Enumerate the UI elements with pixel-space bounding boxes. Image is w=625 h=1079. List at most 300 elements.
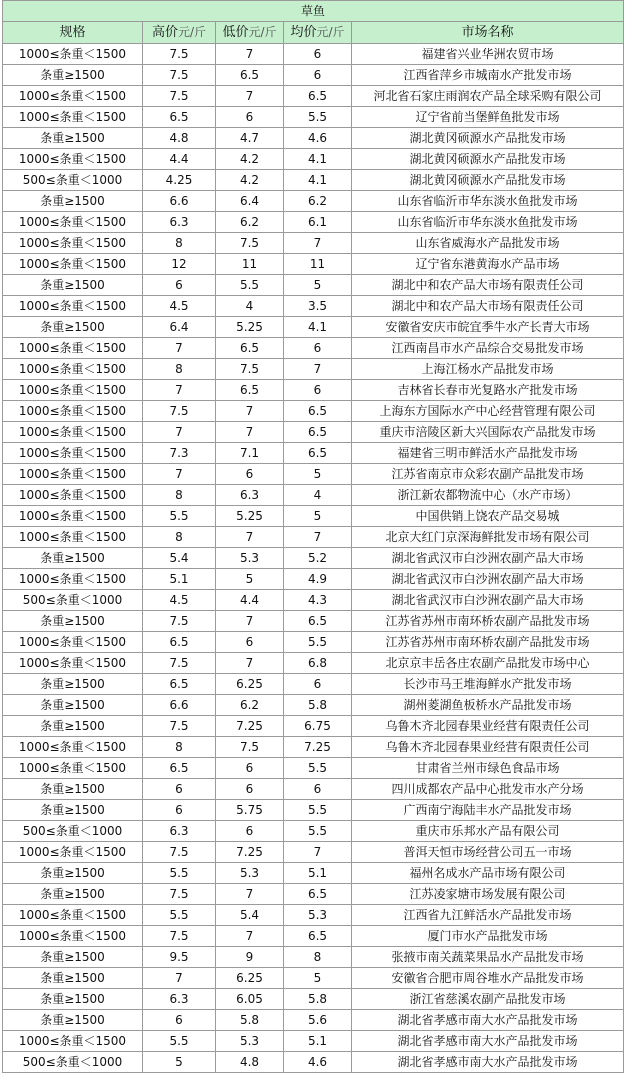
low-price-cell: 6 xyxy=(216,632,284,653)
table-row xyxy=(3,170,624,191)
table-row xyxy=(3,443,624,464)
low-price-cell: 7 xyxy=(216,884,284,905)
table-row xyxy=(3,359,624,380)
high-price-cell: 7 xyxy=(143,464,216,485)
high-price-cell: 7 xyxy=(143,422,216,443)
high-price-cell: 4.5 xyxy=(143,296,216,317)
avg-price-cell: 6 xyxy=(284,44,352,65)
market-cell: 江西省九江鲜活水产品批发市场 xyxy=(352,905,624,926)
table-row xyxy=(3,716,624,737)
low-price-cell: 4 xyxy=(216,296,284,317)
high-price-cell: 6 xyxy=(143,800,216,821)
market-cell: 北京京丰岳各庄农副产品批发市场中心 xyxy=(352,653,624,674)
market-cell: 重庆市乐邦水产品有限公司 xyxy=(352,821,624,842)
avg-price-cell: 8 xyxy=(284,947,352,968)
spec-cell: 条重≥1500 xyxy=(3,716,143,737)
avg-price-cell: 6 xyxy=(284,380,352,401)
spec-cell: 条重≥1500 xyxy=(3,863,143,884)
table-row xyxy=(3,632,624,653)
spec-cell: 条重≥1500 xyxy=(3,548,143,569)
high-price-cell: 8 xyxy=(143,233,216,254)
high-price-cell: 5.4 xyxy=(143,548,216,569)
low-price-cell: 5.3 xyxy=(216,863,284,884)
high-price-cell: 7.5 xyxy=(143,611,216,632)
avg-price-cell: 6.5 xyxy=(284,422,352,443)
low-price-cell: 11 xyxy=(216,254,284,275)
spec-cell: 1000≤条重＜1500 xyxy=(3,338,143,359)
spec-cell: 1000≤条重＜1500 xyxy=(3,107,143,128)
high-price-cell: 7.3 xyxy=(143,443,216,464)
low-price-cell: 5.25 xyxy=(216,506,284,527)
low-price-cell: 4.7 xyxy=(216,128,284,149)
market-cell: 湖北中和农产品大市场有限责任公司 xyxy=(352,275,624,296)
spec-cell: 1000≤条重＜1500 xyxy=(3,926,143,947)
avg-price-cell: 4.6 xyxy=(284,1052,352,1073)
avg-price-cell: 11 xyxy=(284,254,352,275)
table-row xyxy=(3,401,624,422)
low-price-cell: 5.75 xyxy=(216,800,284,821)
high-price-cell: 6.5 xyxy=(143,107,216,128)
market-cell: 江苏凌家塘市场发展有限公司 xyxy=(352,884,624,905)
table-row xyxy=(3,548,624,569)
table-row xyxy=(3,926,624,947)
spec-cell: 条重≥1500 xyxy=(3,1010,143,1031)
spec-cell: 1000≤条重＜1500 xyxy=(3,422,143,443)
low-price-cell: 7.1 xyxy=(216,443,284,464)
low-price-cell: 5.4 xyxy=(216,905,284,926)
market-cell: 湖北省孝感市南大水产品批发市场 xyxy=(352,1031,624,1052)
spec-cell: 条重≥1500 xyxy=(3,947,143,968)
low-price-cell: 6.4 xyxy=(216,191,284,212)
low-price-cell: 5.8 xyxy=(216,1010,284,1031)
header-avg xyxy=(284,22,352,44)
avg-price-cell: 5.8 xyxy=(284,989,352,1010)
spec-cell: 1000≤条重＜1500 xyxy=(3,149,143,170)
spec-cell: 1000≤条重＜1500 xyxy=(3,527,143,548)
avg-price-cell: 6.1 xyxy=(284,212,352,233)
header-high-unit: 元/斤 xyxy=(177,25,207,39)
avg-price-cell: 4.1 xyxy=(284,149,352,170)
low-price-cell: 6.25 xyxy=(216,968,284,989)
market-cell: 甘肃省兰州市绿色食品市场 xyxy=(352,758,624,779)
avg-price-cell: 6.5 xyxy=(284,443,352,464)
low-price-cell: 7.25 xyxy=(216,716,284,737)
table-row xyxy=(3,1031,624,1052)
high-price-cell: 8 xyxy=(143,527,216,548)
avg-price-cell: 7 xyxy=(284,527,352,548)
spec-cell: 条重≥1500 xyxy=(3,884,143,905)
market-cell: 湖北省武汉市白沙洲农副产品大市场 xyxy=(352,569,624,590)
table-body xyxy=(3,44,624,1073)
spec-cell: 500≤条重＜1000 xyxy=(3,170,143,191)
high-price-cell: 6 xyxy=(143,779,216,800)
market-cell: 浙江新农都物流中心（水产市场） xyxy=(352,485,624,506)
table-row xyxy=(3,254,624,275)
high-price-cell: 12 xyxy=(143,254,216,275)
low-price-cell: 9 xyxy=(216,947,284,968)
low-price-cell: 6 xyxy=(216,758,284,779)
market-cell: 长沙市马王堆海鲜水产批发市场 xyxy=(352,674,624,695)
avg-price-cell: 7 xyxy=(284,842,352,863)
spec-cell: 1000≤条重＜1500 xyxy=(3,632,143,653)
market-cell: 乌鲁木齐北园春果业经营有限责任公司 xyxy=(352,716,624,737)
table-row xyxy=(3,86,624,107)
avg-price-cell: 5 xyxy=(284,968,352,989)
high-price-cell: 4.5 xyxy=(143,590,216,611)
market-cell: 山东省临沂市华东淡水鱼批发市场 xyxy=(352,212,624,233)
market-cell: 福建省三明市鲜活水产品批发市场 xyxy=(352,443,624,464)
spec-cell: 条重≥1500 xyxy=(3,191,143,212)
table-row xyxy=(3,1010,624,1031)
high-price-cell: 7.5 xyxy=(143,716,216,737)
avg-price-cell: 5.5 xyxy=(284,821,352,842)
table-row xyxy=(3,737,624,758)
spec-cell: 条重≥1500 xyxy=(3,695,143,716)
table-row xyxy=(3,989,624,1010)
table-row xyxy=(3,611,624,632)
low-price-cell: 5.3 xyxy=(216,548,284,569)
low-price-cell: 7 xyxy=(216,611,284,632)
header-avg-unit: 元/斤 xyxy=(316,25,345,39)
avg-price-cell: 4.3 xyxy=(284,590,352,611)
header-row xyxy=(3,22,624,44)
low-price-cell: 7.25 xyxy=(216,842,284,863)
spec-cell: 条重≥1500 xyxy=(3,65,143,86)
table-row xyxy=(3,233,624,254)
table-row xyxy=(3,884,624,905)
high-price-cell: 5.5 xyxy=(143,863,216,884)
market-cell: 湖北省武汉市白沙洲农副产品大市场 xyxy=(352,590,624,611)
spec-cell: 条重≥1500 xyxy=(3,611,143,632)
table-row xyxy=(3,149,624,170)
high-price-cell: 5.1 xyxy=(143,569,216,590)
table-title-row xyxy=(3,1,624,22)
market-cell: 吉林省长春市光复路水产批发市场 xyxy=(352,380,624,401)
spec-cell: 1000≤条重＜1500 xyxy=(3,212,143,233)
avg-price-cell: 5.6 xyxy=(284,1010,352,1031)
market-cell: 四川成都农产品中心批发市水产分场 xyxy=(352,779,624,800)
market-cell: 江苏省南京市众彩农副产品批发市场 xyxy=(352,464,624,485)
avg-price-cell: 6.5 xyxy=(284,611,352,632)
market-cell: 辽宁省东港黄海水产品市场 xyxy=(352,254,624,275)
avg-price-cell: 6 xyxy=(284,65,352,86)
high-price-cell: 6 xyxy=(143,1010,216,1031)
high-price-cell: 6.5 xyxy=(143,758,216,779)
spec-cell: 条重≥1500 xyxy=(3,779,143,800)
market-cell: 浙江省慈溪农副产品批发市场 xyxy=(352,989,624,1010)
market-cell: 厦门市水产品批发市场 xyxy=(352,926,624,947)
low-price-cell: 4.8 xyxy=(216,1052,284,1073)
low-price-cell: 6 xyxy=(216,779,284,800)
low-price-cell: 6.5 xyxy=(216,65,284,86)
spec-cell: 1000≤条重＜1500 xyxy=(3,506,143,527)
spec-cell: 1000≤条重＜1500 xyxy=(3,569,143,590)
avg-price-cell: 5.1 xyxy=(284,863,352,884)
high-price-cell: 5.5 xyxy=(143,506,216,527)
header-low-label: 低价 xyxy=(222,25,249,40)
avg-price-cell: 3.5 xyxy=(284,296,352,317)
low-price-cell: 6.5 xyxy=(216,338,284,359)
market-cell: 上海江杨水产品批发市场 xyxy=(352,359,624,380)
avg-price-cell: 5.3 xyxy=(284,905,352,926)
avg-price-cell: 5.5 xyxy=(284,107,352,128)
low-price-cell: 6.5 xyxy=(216,380,284,401)
table-row xyxy=(3,275,624,296)
table-row xyxy=(3,569,624,590)
avg-price-cell: 7.25 xyxy=(284,737,352,758)
spec-cell: 1000≤条重＜1500 xyxy=(3,86,143,107)
table-row xyxy=(3,338,624,359)
spec-cell: 1000≤条重＜1500 xyxy=(3,485,143,506)
low-price-cell: 6 xyxy=(216,464,284,485)
market-cell: 辽宁省前当堡鲜鱼批发市场 xyxy=(352,107,624,128)
low-price-cell: 6.25 xyxy=(216,674,284,695)
avg-price-cell: 6 xyxy=(284,338,352,359)
spec-cell: 1000≤条重＜1500 xyxy=(3,842,143,863)
market-cell: 张掖市南关蔬菜果品水产品批发市场 xyxy=(352,947,624,968)
spec-cell: 条重≥1500 xyxy=(3,275,143,296)
avg-price-cell: 5.8 xyxy=(284,695,352,716)
spec-cell: 1000≤条重＜1500 xyxy=(3,443,143,464)
spec-cell: 条重≥1500 xyxy=(3,128,143,149)
low-price-cell: 7.5 xyxy=(216,737,284,758)
market-cell: 湖北省武汉市白沙洲农副产品大市场 xyxy=(352,548,624,569)
header-avg-label: 均价 xyxy=(290,25,317,40)
low-price-cell: 6 xyxy=(216,821,284,842)
spec-cell: 1000≤条重＜1500 xyxy=(3,380,143,401)
avg-price-cell: 6.5 xyxy=(284,926,352,947)
market-cell: 普洱天恒市场经营公司五一市场 xyxy=(352,842,624,863)
high-price-cell: 6.3 xyxy=(143,212,216,233)
high-price-cell: 6.3 xyxy=(143,821,216,842)
header-low-unit: 元/斤 xyxy=(248,25,277,39)
low-price-cell: 4.2 xyxy=(216,170,284,191)
market-cell: 湖北黄冈硕源水产品批发市场 xyxy=(352,149,624,170)
market-cell: 北京大红门京深海鲜批发市场有限公司 xyxy=(352,527,624,548)
high-price-cell: 5.5 xyxy=(143,1031,216,1052)
avg-price-cell: 7 xyxy=(284,359,352,380)
table-title: 草鱼 xyxy=(3,1,624,22)
table-row xyxy=(3,65,624,86)
low-price-cell: 5.25 xyxy=(216,317,284,338)
table-row xyxy=(3,842,624,863)
table-row xyxy=(3,905,624,926)
market-cell: 山东省临沂市华东淡水鱼批发市场 xyxy=(352,191,624,212)
avg-price-cell: 6.8 xyxy=(284,653,352,674)
low-price-cell: 5.3 xyxy=(216,1031,284,1052)
market-cell: 江西省萍乡市城南水产批发市场 xyxy=(352,65,624,86)
market-cell: 上海东方国际水产中心经营管理有限公司 xyxy=(352,401,624,422)
avg-price-cell: 4.9 xyxy=(284,569,352,590)
high-price-cell: 7.5 xyxy=(143,401,216,422)
spec-cell: 1000≤条重＜1500 xyxy=(3,737,143,758)
low-price-cell: 7.5 xyxy=(216,233,284,254)
low-price-cell: 7 xyxy=(216,401,284,422)
table-row xyxy=(3,212,624,233)
table-row xyxy=(3,380,624,401)
market-cell: 湖州菱湖鱼板桥水产品批发市场 xyxy=(352,695,624,716)
table-row xyxy=(3,947,624,968)
avg-price-cell: 6.5 xyxy=(284,884,352,905)
table-row xyxy=(3,674,624,695)
header-low xyxy=(216,22,284,44)
avg-price-cell: 6.75 xyxy=(284,716,352,737)
low-price-cell: 7 xyxy=(216,86,284,107)
market-cell: 湖北省孝感市南大水产品批发市场 xyxy=(352,1052,624,1073)
market-cell: 江西南昌市水产品综合交易批发市场 xyxy=(352,338,624,359)
high-price-cell: 7 xyxy=(143,380,216,401)
table-row xyxy=(3,128,624,149)
spec-cell: 1000≤条重＜1500 xyxy=(3,233,143,254)
avg-price-cell: 7 xyxy=(284,233,352,254)
low-price-cell: 6.2 xyxy=(216,212,284,233)
table-row xyxy=(3,485,624,506)
high-price-cell: 7.5 xyxy=(143,65,216,86)
low-price-cell: 7.5 xyxy=(216,359,284,380)
high-price-cell: 7.5 xyxy=(143,842,216,863)
table-row xyxy=(3,506,624,527)
table-row xyxy=(3,1052,624,1073)
avg-price-cell: 4 xyxy=(284,485,352,506)
market-cell: 安徽省合肥市周谷堆水产品批发市场 xyxy=(352,968,624,989)
avg-price-cell: 4.1 xyxy=(284,170,352,191)
avg-price-cell: 5 xyxy=(284,275,352,296)
header-market: 市场名称 xyxy=(352,22,624,44)
market-cell: 湖北省孝感市南大水产品批发市场 xyxy=(352,1010,624,1031)
table-row xyxy=(3,821,624,842)
market-cell: 河北省石家庄雨润农产品全球采购有限公司 xyxy=(352,86,624,107)
market-cell: 福州名成水产品市场有限公司 xyxy=(352,863,624,884)
table-row xyxy=(3,800,624,821)
high-price-cell: 7.5 xyxy=(143,86,216,107)
market-cell: 福建省兴业华洲农贸市场 xyxy=(352,44,624,65)
low-price-cell: 6.05 xyxy=(216,989,284,1010)
table-row xyxy=(3,107,624,128)
market-cell: 中国供销上饶农产品交易城 xyxy=(352,506,624,527)
high-price-cell: 7 xyxy=(143,968,216,989)
table-row xyxy=(3,695,624,716)
avg-price-cell: 6.5 xyxy=(284,86,352,107)
spec-cell: 500≤条重＜1000 xyxy=(3,590,143,611)
high-price-cell: 8 xyxy=(143,485,216,506)
low-price-cell: 4.4 xyxy=(216,590,284,611)
spec-cell: 1000≤条重＜1500 xyxy=(3,758,143,779)
header-high xyxy=(143,22,216,44)
table-row xyxy=(3,653,624,674)
table-row xyxy=(3,590,624,611)
avg-price-cell: 5.5 xyxy=(284,800,352,821)
avg-price-cell: 5 xyxy=(284,464,352,485)
avg-price-cell: 5.5 xyxy=(284,758,352,779)
table-row xyxy=(3,422,624,443)
spec-cell: 条重≥1500 xyxy=(3,968,143,989)
table-row xyxy=(3,296,624,317)
high-price-cell: 6.6 xyxy=(143,695,216,716)
high-price-cell: 8 xyxy=(143,359,216,380)
spec-cell: 条重≥1500 xyxy=(3,674,143,695)
spec-cell: 500≤条重＜1000 xyxy=(3,1052,143,1073)
high-price-cell: 6.5 xyxy=(143,674,216,695)
low-price-cell: 7 xyxy=(216,653,284,674)
header-spec: 规格 xyxy=(3,22,143,44)
market-cell: 江苏省苏州市南环桥农副产品批发市场 xyxy=(352,632,624,653)
header-high-label: 高价 xyxy=(151,25,178,40)
spec-cell: 条重≥1500 xyxy=(3,317,143,338)
high-price-cell: 5.5 xyxy=(143,905,216,926)
table-row xyxy=(3,527,624,548)
avg-price-cell: 4.6 xyxy=(284,128,352,149)
high-price-cell: 7.5 xyxy=(143,653,216,674)
low-price-cell: 7 xyxy=(216,926,284,947)
market-cell: 乌鲁木齐北园春果业经营有限责任公司 xyxy=(352,737,624,758)
avg-price-cell: 6 xyxy=(284,674,352,695)
high-price-cell: 7 xyxy=(143,338,216,359)
spec-cell: 500≤条重＜1000 xyxy=(3,821,143,842)
table-row xyxy=(3,779,624,800)
high-price-cell: 9.5 xyxy=(143,947,216,968)
low-price-cell: 5.5 xyxy=(216,275,284,296)
low-price-cell: 6.3 xyxy=(216,485,284,506)
low-price-cell: 7 xyxy=(216,527,284,548)
spec-cell: 条重≥1500 xyxy=(3,989,143,1010)
spec-cell: 条重≥1500 xyxy=(3,800,143,821)
avg-price-cell: 5.2 xyxy=(284,548,352,569)
spec-cell: 1000≤条重＜1500 xyxy=(3,905,143,926)
table-row xyxy=(3,191,624,212)
low-price-cell: 6.2 xyxy=(216,695,284,716)
market-cell: 山东省威海水产品批发市场 xyxy=(352,233,624,254)
high-price-cell: 7.5 xyxy=(143,44,216,65)
spec-cell: 1000≤条重＜1500 xyxy=(3,1031,143,1052)
high-price-cell: 6.5 xyxy=(143,632,216,653)
table-row xyxy=(3,44,624,65)
low-price-cell: 4.2 xyxy=(216,149,284,170)
spec-cell: 1000≤条重＜1500 xyxy=(3,359,143,380)
market-cell: 江苏省苏州市南环桥农副产品批发市场 xyxy=(352,611,624,632)
table-row xyxy=(3,968,624,989)
avg-price-cell: 4.1 xyxy=(284,317,352,338)
avg-price-cell: 6 xyxy=(284,779,352,800)
high-price-cell: 4.4 xyxy=(143,149,216,170)
avg-price-cell: 6.5 xyxy=(284,401,352,422)
market-cell: 湖北中和农产品大市场有限责任公司 xyxy=(352,296,624,317)
table-row xyxy=(3,863,624,884)
low-price-cell: 7 xyxy=(216,422,284,443)
avg-price-cell: 5.5 xyxy=(284,632,352,653)
high-price-cell: 7.5 xyxy=(143,926,216,947)
table-row xyxy=(3,758,624,779)
spec-cell: 1000≤条重＜1500 xyxy=(3,653,143,674)
high-price-cell: 6.4 xyxy=(143,317,216,338)
table-row xyxy=(3,464,624,485)
market-cell: 湖北黄冈硕源水产品批发市场 xyxy=(352,128,624,149)
spec-cell: 1000≤条重＜1500 xyxy=(3,401,143,422)
avg-price-cell: 6.2 xyxy=(284,191,352,212)
price-table xyxy=(2,0,624,1073)
spec-cell: 1000≤条重＜1500 xyxy=(3,296,143,317)
spec-cell: 1000≤条重＜1500 xyxy=(3,44,143,65)
low-price-cell: 6 xyxy=(216,107,284,128)
high-price-cell: 4.8 xyxy=(143,128,216,149)
market-cell: 重庆市涪陵区新大兴国际农产品批发市场 xyxy=(352,422,624,443)
market-cell: 广西南宁海陆丰水产品批发市场 xyxy=(352,800,624,821)
high-price-cell: 7.5 xyxy=(143,884,216,905)
spec-cell: 1000≤条重＜1500 xyxy=(3,254,143,275)
high-price-cell: 6.3 xyxy=(143,989,216,1010)
spec-cell: 1000≤条重＜1500 xyxy=(3,464,143,485)
high-price-cell: 8 xyxy=(143,737,216,758)
low-price-cell: 5 xyxy=(216,569,284,590)
